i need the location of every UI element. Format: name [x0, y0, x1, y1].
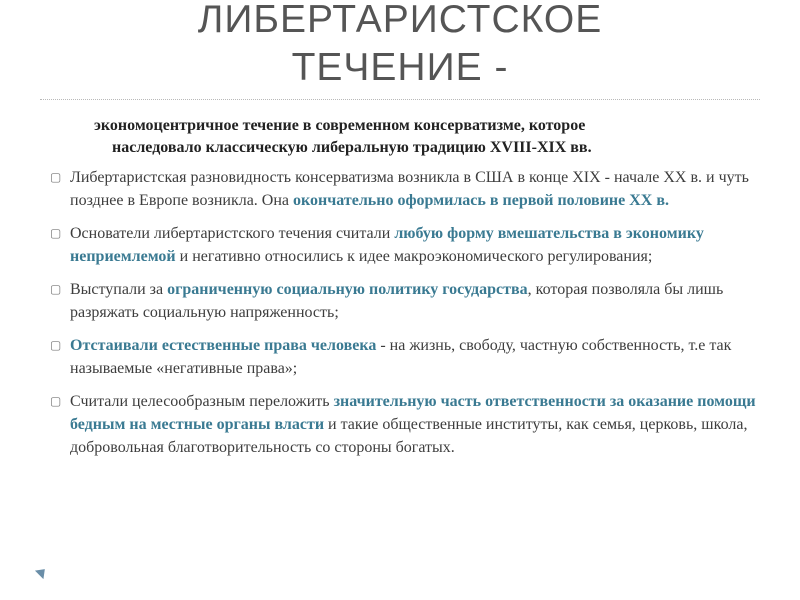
bullet-text: Либертаристская разновидность консерватизма возникла в США в конце XIX - начале XX в. и чуть позднее в Европе возникла. Она — [70, 169, 749, 209]
subtitle-line-2: наследовало классическую либеральную традицию XVIII-XIX вв. — [112, 139, 592, 156]
bullet-text-end: и негативно относились к идее макроэкономического регулирования; — [175, 248, 653, 265]
subtitle-line-1: экономоцентричное течение в современном консерватизме, которое — [94, 117, 586, 134]
corner-arrow-icon — [35, 565, 49, 579]
bullet-text-end: и такие общественные институты, как семья, церковь, школа, добровольная благотворительность со стороны богатых. — [70, 416, 748, 456]
title-divider — [40, 99, 760, 100]
bullet-item — [48, 334, 768, 380]
hollow-square-bullet-icon: ▢ — [50, 394, 62, 408]
bullet-highlight: Отстаивали естественные права человека — [70, 337, 377, 354]
bullet-text-end: - на жизнь, свободу, частную собственность, т.е так называемые «негативные права»; — [70, 337, 732, 377]
slide-title — [0, 0, 800, 92]
bullet-text-end: , которая позволяла бы лишь разряжать социальную напряженность; — [70, 281, 724, 321]
slide-title-line-2: ТЕЧЕНИЕ - — [291, 46, 509, 89]
bullet-text: Считали целесообразным переложить — [70, 393, 334, 410]
bullet-item — [48, 222, 768, 268]
bullet-highlight: окончательно оформилась в первой половине XX в. — [293, 192, 669, 209]
slide-title-line-1: ЛИБЕРТАРИСТСКОЕ — [197, 0, 603, 41]
bullet-item — [48, 166, 768, 212]
bullet-item — [48, 390, 768, 459]
bullet-text: Выступали за — [70, 281, 168, 298]
hollow-square-bullet-icon: ▢ — [50, 282, 62, 296]
hollow-square-bullet-icon: ▢ — [50, 170, 62, 184]
bullet-list — [48, 166, 768, 469]
bullet-highlight: значительную часть ответственности за оказание помощи бедным на местные органы власти — [70, 393, 756, 433]
bullet-item — [48, 278, 768, 324]
slide-subtitle — [94, 115, 754, 159]
bullet-text: Основатели либертаристского течения считали — [70, 225, 395, 242]
bullet-highlight: ограниченную социальную политику государства — [167, 281, 528, 298]
hollow-square-bullet-icon: ▢ — [50, 226, 62, 240]
bullet-highlight: любую форму вмешательства в экономику неприемлемой — [70, 225, 704, 265]
hollow-square-bullet-icon: ▢ — [50, 338, 62, 352]
